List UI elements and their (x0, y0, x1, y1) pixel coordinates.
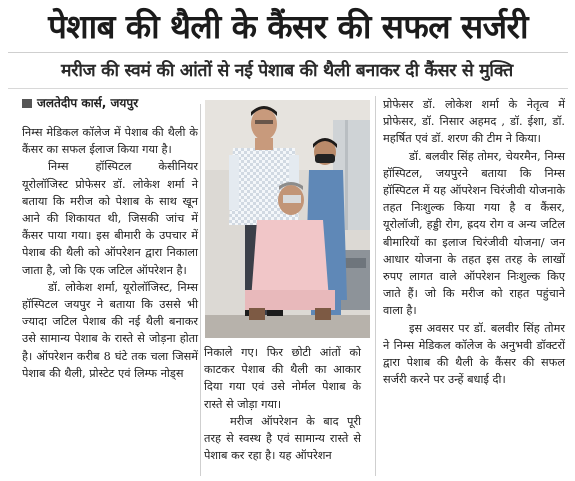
paragraph: प्रोफेसर डॉ. लोकेश शर्मा के नेतृत्व में प्रोफेसर, डॉ. निसार अहमद , डॉ. ईशा, डॉ. महर्षित एवं डॉ. शरण की टीम ने किया। (383, 98, 565, 146)
article-column-middle (204, 344, 361, 464)
doctors-with-patient-photo (205, 100, 370, 338)
article-column-left (22, 124, 198, 382)
byline-marker-icon (22, 99, 32, 108)
paragraph: निम्स मेडिकल कॉलेज में पेशाब की थैली के कैंसर का सफल ईलाज किया गया है। (22, 126, 198, 157)
paragraph: निम्स हॉस्पिटल केसीनियर यूरोलॉजिस्ट प्रोफेसर डॉ. लोकेश शर्मा ने बताया कि मरीज को पेशाब के साथ खून आने की शिकायत थी, जिसकी जांच में कैंसर पाया गया। इस बीमारी के उपचार में पेशाब की थैली को ऑपरेशन द्वारा निकाला जाता है, जो कि एक जटिल ऑपरेशन है। (22, 160, 198, 277)
paragraph: मरीज ऑपरेशन के बाद पूरी तरह से स्वस्थ है एवं सामान्य रास्ते से पेशाब कर रहा है। यह ऑपरेशन (204, 414, 361, 463)
headline-divider (8, 52, 568, 53)
column-divider (200, 104, 201, 476)
byline-text: जलतेदीप कार्स, जयपुर (37, 96, 139, 110)
subheadline: मरीज की स्वमं की आंतों से नई पेशाब की थैली बनाकर दी कैंसर से मुक्ति (61, 61, 513, 81)
paragraph: इस अवसर पर डॉ. बलवीर सिंह तोमर ने निम्स मेडिकल कॉलेज के अनुभवी डॉक्टरों द्वारा पेशाब की थैली के कैंसर की सफल सर्जरी करने पर उन्हें बधाई दी। (383, 321, 565, 387)
byline (22, 94, 138, 112)
paragraph: डॉ. लोकेश शर्मा, यूरोलॉजिस्ट, निम्स हॉस्पिटल जयपुर ने बताया कि उससे भी ज्यादा जटिल पेशाब की नई थैली बनाकर उसे सामान्य पेशाब के रास्ते से जोड़ना होता है। ऑपरेशन करीब 8 घंटे तक चला जिसमें पेशाब की थैली, प्रोस्टेट एवं लिम्फ नोड्स (22, 280, 198, 380)
headline: पेशाब की थैली के कैंसर की सफल सर्जरी (48, 7, 528, 46)
article-photo (205, 100, 370, 338)
paragraph: डॉ. बलवीर सिंह तोमर, चेयरमैन, निम्स हॉस्पिटल, जयपुरने बताया कि निम्स हॉस्पिटल में यह ऑपरेशन चिरंजीवी योजनाके तहत निःशुल्क किया गया है व कैंसर, यूरोलॉजी, हड्डी रोग, ह्रदय रोग व अन्य जटिल बीमारियों का इलाज चिरंजीवी योजना/ जन आधार योजना के तहत इस तरह के लाखों रुपए लागत वाले ऑपरेशन निःशुल्क किए जाते हैं। जो कि मरीज को राहत पहुंचाने वाला है। (383, 149, 565, 318)
subheadline-divider (8, 88, 568, 89)
column-divider (375, 96, 376, 476)
paragraph: निकाले गए। फिर छोटी आंतों को काटकर पेशाब की थैली का आकार दिया गया एवं उसे नोर्मल पेशाब के रास्ते से जोड़ा गया। (204, 346, 361, 411)
article-column-right (383, 96, 565, 388)
